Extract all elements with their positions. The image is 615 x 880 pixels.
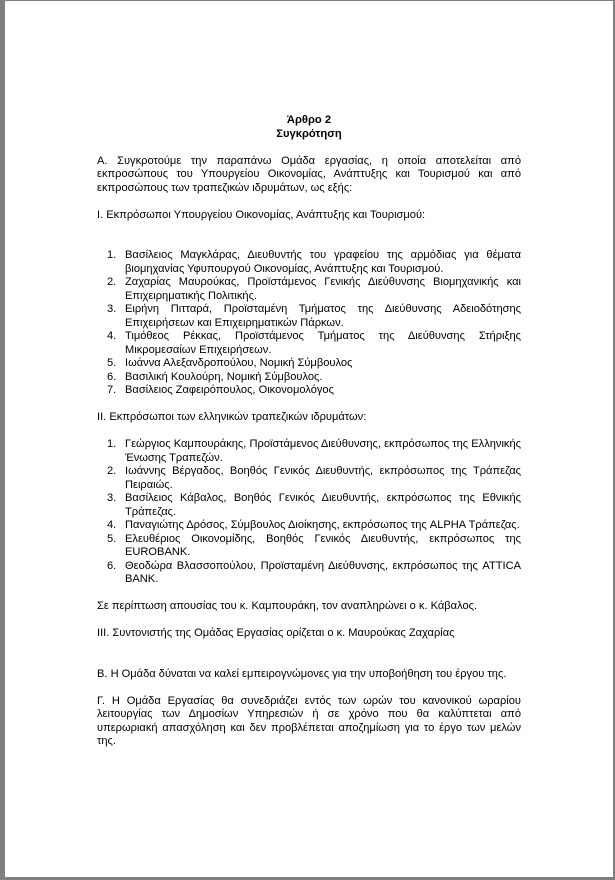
list-text: Ιωάννης Βέργαδος, Βοηθός Γενικός Διευθυντής, εκπρόσωπος της Τράπεζας Πειραιώς.: [125, 465, 521, 491]
group-1-list: [97, 249, 521, 398]
list-text: Βασίλειος Ζαφειρόπουλος, Οικονομολόγος: [125, 384, 334, 396]
list-text: Θεοδώρα Βλασσοπούλου, Προϊσταμένη Διεύθυνσης, εκπρόσωπος της ATTICA BANK.: [125, 559, 521, 585]
article-title: Συγκρότηση: [276, 127, 342, 140]
list-number: 6.: [107, 559, 117, 572]
list-item: [97, 249, 521, 276]
list-number: 2.: [107, 465, 117, 477]
list-item: [97, 465, 521, 492]
list-item: [97, 330, 521, 357]
list-number: 5.: [107, 532, 117, 545]
list-text: Βασιλική Κουλούρη, Νομική Σύμβουλος.: [125, 370, 323, 383]
list-number: 4.: [107, 519, 117, 531]
list-number: 6.: [107, 370, 117, 383]
list-text: Ελευθέριος Οικονομίδης, Βοηθός Γενικός Διευθυντής, εκπρόσωπος της EUROBANK.: [125, 532, 521, 558]
list-text: Βασίλειος Κάβαλος, Βοηθός Γενικός Διευθυντής, εκπρόσωπος της Εθνικής Τράπεζας.: [125, 492, 521, 518]
list-item: [97, 519, 521, 533]
list-text: Παναγιώτης Δρόσος, Σύμβουλος Διοίκησης, εκπρόσωπος της ALPHA Τράπεζας.: [125, 519, 520, 531]
list-item: [97, 492, 521, 519]
list-item: [97, 384, 521, 398]
list-item: [97, 371, 521, 385]
list-item: [97, 357, 521, 371]
list-text: Τιμόθεος Ρέκκας, Προϊστάμενος Τμήματος της Διεύθυνσης Στήριξης Μικρομεσαίων Επιχειρήσεων.: [125, 330, 521, 356]
group-1-heading: Ι. Εκπρόσωποι Υπουργείου Οικονομίας, Ανάπτυξης και Τουρισμού:: [97, 208, 426, 221]
list-item: [97, 438, 521, 465]
list-item: [97, 533, 521, 560]
article-number: Άρθρο 2: [286, 114, 332, 126]
document-page: [5, 1, 613, 877]
list-text: Ιωάννα Αλεξανδροπούλου, Νομική Σύμβουλος: [125, 357, 353, 369]
document-content: [97, 114, 521, 749]
list-number: 3.: [107, 492, 117, 504]
list-text: Ειρήνη Πιτταρά, Προϊσταμένη Τμήματος της Διεύθυνσης Αδειοδότησης Επιχειρήσεων και Επιχειρηματικών Πάρκων.: [125, 303, 521, 329]
list-number: 7.: [107, 384, 117, 396]
list-number: 2.: [107, 276, 117, 288]
list-number: 3.: [107, 303, 117, 315]
list-number: 1.: [107, 249, 117, 261]
list-item: [97, 303, 521, 330]
list-text: Ζαχαρίας Μαυρούκας, Προϊστάμενος Γενικής Διεύθυνσης Βιομηχανικής και Επιχειρηματικής Πολιτικής.: [125, 276, 521, 302]
group-2-heading: ΙΙ. Εκπρόσωποι των ελληνικών τραπεζικών ιδρυμάτων:: [97, 411, 367, 423]
list-number: 1.: [107, 438, 117, 450]
list-number: 4.: [107, 330, 117, 342]
section-a-paragraph: Α. Συγκροτούμε την παραπάνω Ομάδα εργασίας, η οποία αποτελείται από εκπροσώπους του Υπουργείου Οικονομίας, Ανάπτυξης και Τουρισμού και από εκπροσώπους των τραπεζικών ιδρυμάτων, ως εξής:: [97, 154, 521, 194]
group-2-list: [97, 438, 521, 587]
substitute-note: Σε περίπτωση απουσίας του κ. Καμπουράκη, τον αναπληρώνει ο κ. Κάβαλος.: [97, 600, 478, 612]
coordinator-paragraph: ΙΙΙ. Συντονιστής της Ομάδας Εργασίας ορίζεται ο κ. Μαυρούκας Ζαχαρίας: [97, 627, 455, 639]
list-item: [97, 276, 521, 303]
list-number: 5.: [107, 357, 117, 369]
list-text: Γεώργιος Καμπουράκης, Προϊστάμενος Διεύθυνσης, εκπρόσωπος της Ελληνικής Ένωσης Τραπεζών.: [125, 438, 521, 464]
section-b-paragraph: Β. Η Ομάδα δύναται να καλεί εμπειρογνώμονες για την υποβοήθηση του έργου της.: [97, 667, 507, 680]
list-item: [97, 560, 521, 587]
section-c-paragraph: Γ. Η Ομάδα Εργασίας θα συνεδριάζει εντός των ωρών του κανονικού ωραρίου λειτουργίας των Δημοσίων Υπηρεσιών ή σε χρόνο που θα καλύπτεται από υπερωριακή απασχόληση και δεν προβλέπεται αποζημίωση για το έργο των μελών της.: [97, 694, 521, 747]
list-text: Βασίλειος Μαγκλάρας, Διευθυντής του γραφείου της αρμόδιας για θέματα βιομηχανίας Υφυπουργού Οικονομίας, Ανάπτυξης και Τουρισμού.: [125, 249, 521, 275]
